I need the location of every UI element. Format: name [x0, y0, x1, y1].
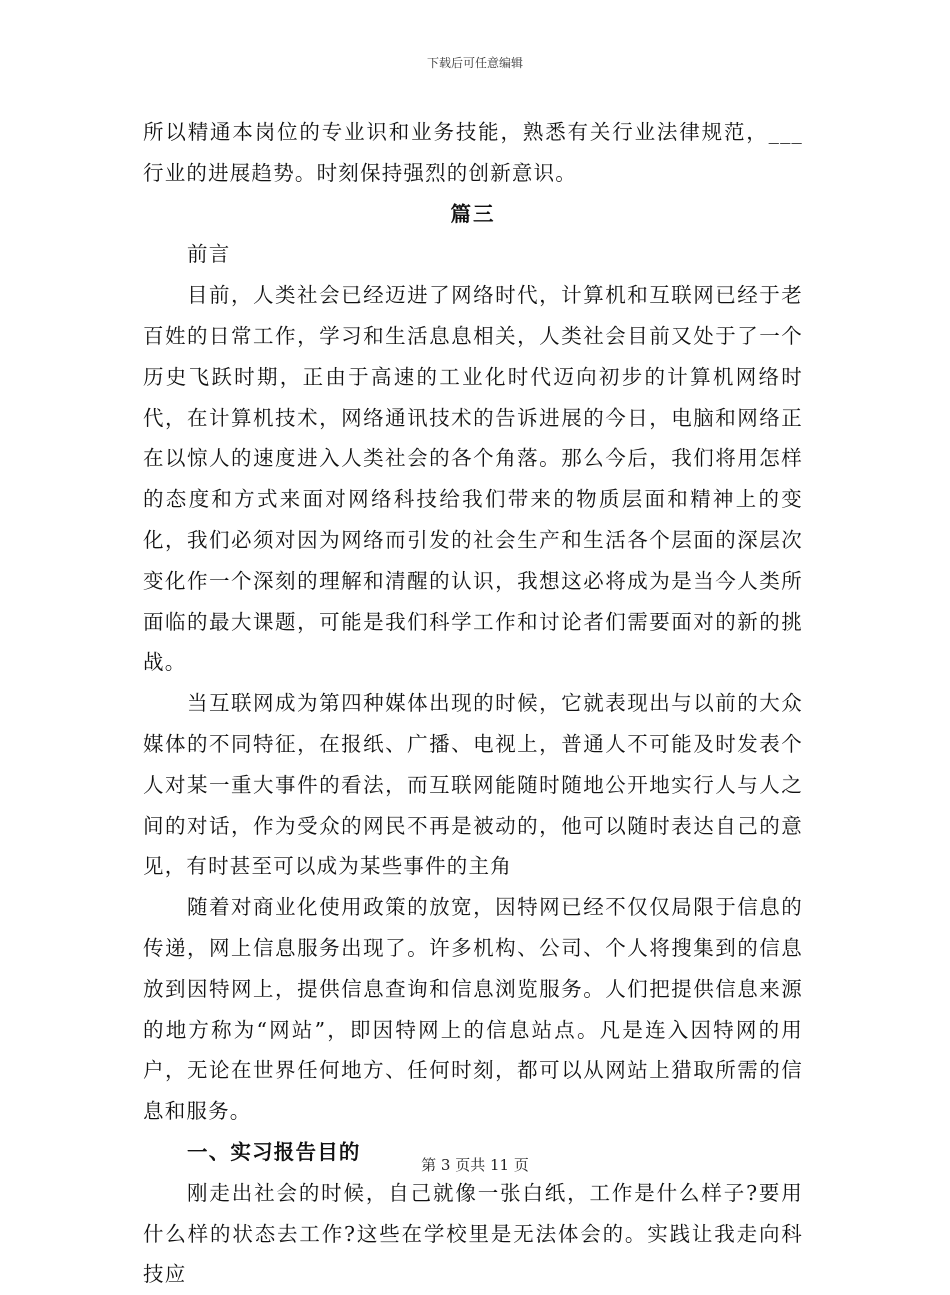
- preface-label: 前言: [187, 242, 231, 267]
- body-paragraph: 目前，人类社会已经迈进了网络时代，计算机和互联网已经于老百姓的日常工作，学习和生活息息相关，人类社会目前又处于了一个历史飞跃时期，正由于高速的工业化时代迈向初步的计算机网络时代，在计算机技术，网络通讯技术的告诉进展的今日，电脑和网络正在以惊人的速度进入人类社会的各个角落。那么今后，我们将用怎样的态度和方式来面对网络科技给我们带来的物质层面和精神上的变化，我们必须对因为网络而引发的社会生产和生活各个层面的深层次变化作一个深刻的理解和清醒的认识，我想这必将成为是当今人类所面临的最大课题，可能是我们科学工作和讨论者们需要面对的新的挑战。: [143, 283, 803, 675]
- continuation-paragraph: 所以精通本岗位的专业识和业务技能，熟悉有关行业法律规范，___行业的进展趋势。时刻保持强烈的创新意识。: [143, 120, 803, 185]
- page-number-footer: 第 3 页共 11 页: [421, 1156, 529, 1174]
- body-paragraph: 当互联网成为第四种媒体出现的时候，它就表现出与以前的大众媒体的不同特征，在报纸、广播、电视上，普通人不可能及时发表个人对某一重大事件的看法，而互联网能随时随地公开地实行人与人之间的对话，作为受众的网民不再是被动的，他可以随时表达自己的意见，有时甚至可以成为某些事件的主角: [143, 691, 803, 879]
- page-header: 下载后可任意编辑: [426, 56, 523, 70]
- body-paragraph: 刚走出社会的时候，自己就像一张白纸，工作是什么样子?要用什么样的状态去工作?这些在学校里是无法体会的。实践让我走向科技应: [143, 1180, 803, 1287]
- section-heading: 一、实习报告目的: [187, 1139, 361, 1164]
- body-paragraph: 随着对商业化使用政策的放宽，因特网已经不仅仅局限于信息的传递，网上信息服务出现了。许多机构、公司、个人将搜集到的信息放到因特网上，提供信息查询和信息浏览服务。人们把提供信息来源的地方称为“网站”，即因特网上的信息站点。凡是连入因特网的用户，无论在世界任何地方、任何时刻，都可以从网站上猎取所需的信息和服务。: [143, 895, 803, 1124]
- document-body: [143, 112, 803, 1295]
- section-title: 篇三: [450, 201, 496, 226]
